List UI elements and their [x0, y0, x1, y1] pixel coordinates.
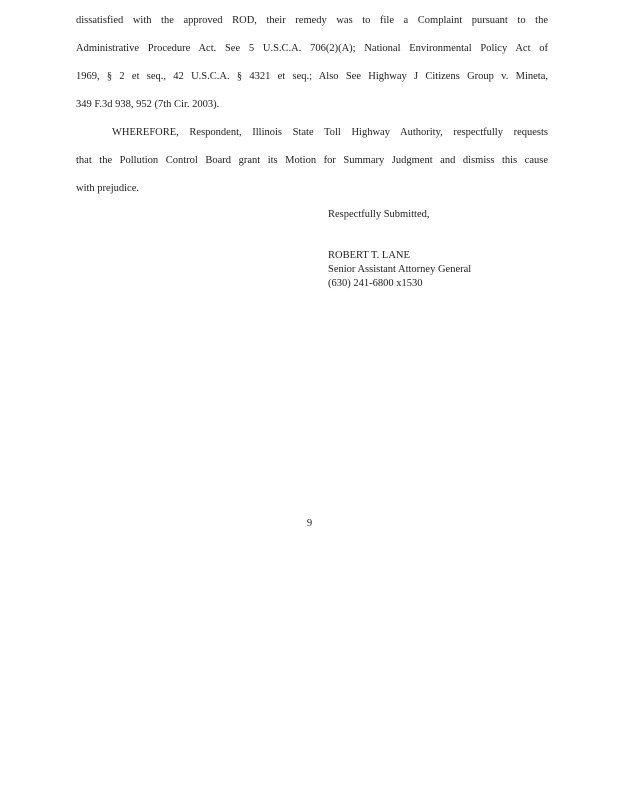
body-line: that the Pollution Control Board grant its Motion for Summary Judgment and dismiss this cause [76, 155, 548, 166]
body-line: Administrative Procedure Act. See 5 U.S.C.A. 706(2)(A); National Environmental Policy Act of [76, 43, 548, 54]
signature-name: ROBERT T. LANE [328, 250, 410, 261]
body-line: with prejudice. [76, 183, 139, 194]
body-line: 349 F.3d 938, 952 (7th Cir. 2003). [76, 99, 220, 110]
signature-closing: Respectfully Submitted, [328, 209, 430, 220]
page-number: 9 [306, 518, 313, 529]
body-line: 1969, § 2 et seq., 42 U.S.C.A. § 4321 et seq.; Also See Highway J Citizens Group v. Mineta, [76, 71, 548, 82]
signature-title: Senior Assistant Attorney General [328, 264, 472, 275]
body-line: WHEREFORE, Respondent, Illinois State Toll Highway Authority, respectfully requests [112, 127, 548, 138]
body-line: dissatisfied with the approved ROD, their remedy was to file a Complaint pursuant to the [76, 15, 548, 26]
signature-phone: (630) 241-6800 x1530 [328, 278, 423, 289]
